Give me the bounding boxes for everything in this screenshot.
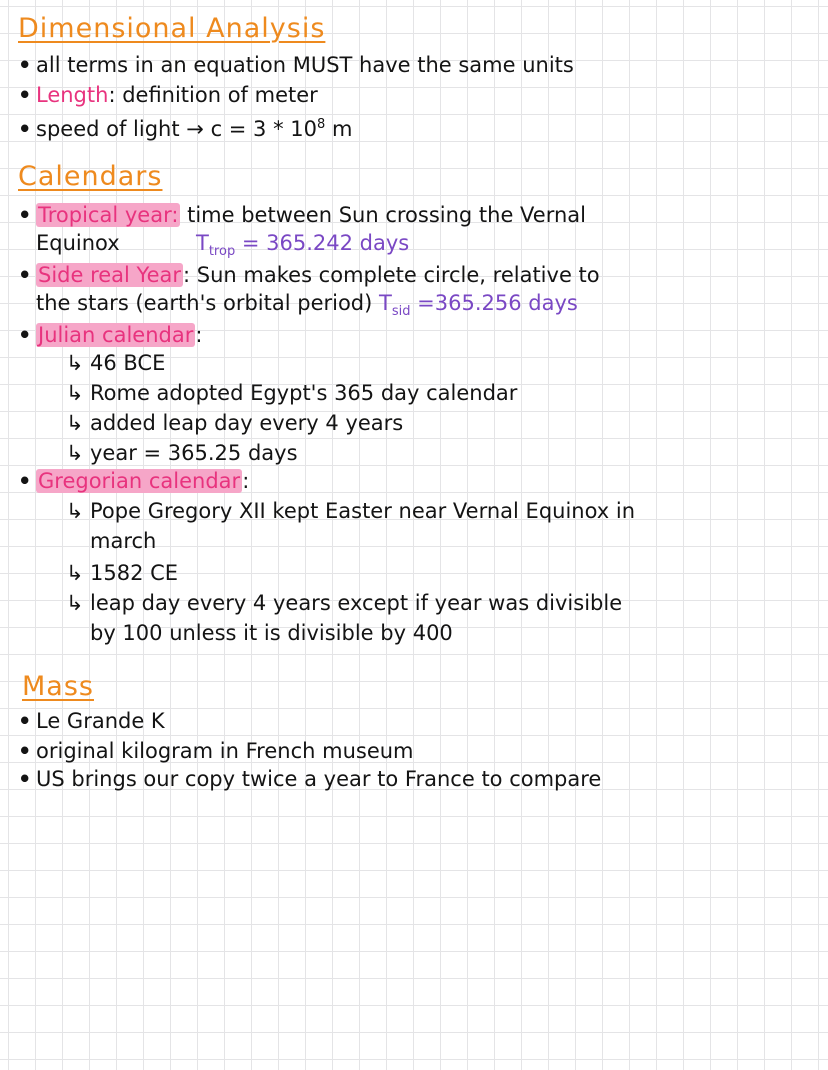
section-title-calendars: Calendars: [18, 161, 163, 192]
note-text: speed of light: [36, 117, 180, 141]
bullet-icon: •: [18, 469, 32, 493]
note-text: all terms in an equation MUST have the same units: [36, 53, 574, 77]
term-sidereal-year: Side real Year: [38, 263, 182, 287]
bullet-icon: •: [18, 263, 32, 287]
list-item: [18, 322, 202, 348]
bullet-icon: •: [18, 53, 32, 77]
list-item: [18, 82, 318, 108]
list-item: [18, 738, 414, 764]
curved-arrow-icon: ↳: [66, 381, 84, 405]
sub-item: [66, 590, 622, 616]
note-text: time between Sun crossing the Vernal: [180, 203, 586, 227]
exponent: 8: [317, 117, 326, 132]
list-item: [18, 708, 165, 734]
sub-item-text: by 100 unless it is divisible by 400: [90, 621, 453, 645]
symbol: T: [379, 291, 392, 315]
colon: :: [242, 469, 250, 493]
sub-item: [66, 440, 298, 466]
colon: :: [195, 323, 203, 347]
tropical-year-value: [196, 230, 409, 265]
bullet-icon: •: [18, 709, 32, 733]
note-text: US brings our copy twice a year to France to compare: [36, 767, 602, 791]
list-item: [18, 468, 249, 494]
unit: m: [325, 117, 353, 141]
curved-arrow-icon: ↳: [66, 561, 84, 585]
sub-item-text: march: [90, 529, 157, 553]
list-item: [18, 52, 574, 78]
sub-item: [66, 498, 635, 524]
section-title-dimensional-analysis: Dimensional Analysis: [18, 13, 326, 44]
note-text: Le Grande K: [36, 709, 165, 733]
sub-item-text: 46 BCE: [90, 351, 166, 375]
sub-item-text: leap day every 4 years except if year was divisible: [90, 591, 623, 615]
curved-arrow-icon: ↳: [66, 591, 84, 615]
subscript: trop: [208, 244, 236, 260]
sub-item-text: year = 365.25 days: [90, 441, 298, 465]
list-item: [18, 766, 601, 792]
term-gregorian-calendar: Gregorian calendar: [38, 469, 241, 493]
note-text: : Sun makes complete circle, relative to: [183, 263, 600, 287]
subscript: sid: [391, 304, 411, 320]
sub-item-text: Rome adopted Egypt's 365 day calendar: [90, 381, 518, 405]
right-arrow-icon: →: [186, 117, 204, 141]
note-text: [36, 290, 578, 325]
sub-item: [66, 410, 403, 436]
curved-arrow-icon: ↳: [66, 351, 84, 375]
sub-item-text: 1582 CE: [90, 561, 179, 585]
sub-item: [66, 380, 517, 406]
bullet-icon: •: [18, 323, 32, 347]
sidereal-year-value: [379, 291, 578, 320]
bullet-icon: •: [18, 83, 32, 107]
note-text: Equinox: [36, 231, 120, 255]
curved-arrow-icon: ↳: [66, 441, 84, 465]
curved-arrow-icon: ↳: [66, 411, 84, 435]
value: =365.256 days: [410, 291, 578, 315]
symbol: T: [196, 231, 209, 255]
note-text: original kilogram in French museum: [36, 739, 414, 763]
list-item: [18, 202, 586, 228]
sub-item: [66, 560, 178, 586]
formula: c = 3 * 10: [210, 117, 317, 141]
note-text: : definition of meter: [108, 83, 318, 107]
sub-item: [66, 350, 165, 376]
bullet-icon: •: [18, 117, 32, 141]
term-tropical-year: Tropical year:: [38, 203, 179, 227]
section-title-mass: Mass: [22, 671, 94, 702]
value: = 365.242 days: [235, 231, 410, 255]
bullet-icon: •: [18, 203, 32, 227]
list-item: [18, 262, 600, 288]
bullet-icon: •: [18, 767, 32, 791]
curved-arrow-icon: ↳: [66, 499, 84, 523]
note-text: the stars (earth's orbital period): [36, 291, 373, 315]
term-length: Length: [36, 83, 109, 107]
sub-item-text: Pope Gregory XII kept Easter near Vernal Equinox in: [90, 499, 636, 523]
bullet-icon: •: [18, 739, 32, 763]
sub-item-text: added leap day every 4 years: [90, 411, 404, 435]
term-julian-calendar: Julian calendar: [38, 323, 194, 347]
list-item: [18, 112, 352, 142]
